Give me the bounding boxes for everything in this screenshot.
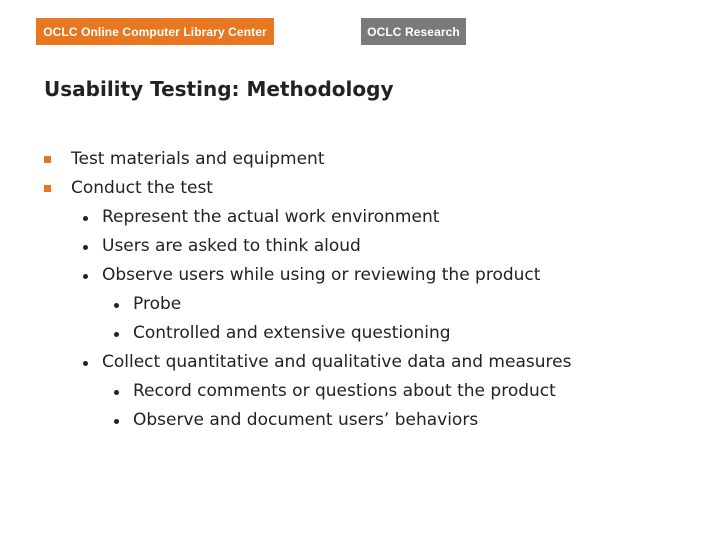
bullet-text: Record comments or questions about the product: [133, 381, 556, 401]
bullet-item-level2: [102, 203, 439, 232]
bullet-item-level1: [71, 145, 324, 174]
bullet-text: Observe and document users’ behaviors: [133, 410, 479, 430]
bullet-item-level1: [71, 174, 213, 203]
bullet-item-level3: [133, 290, 181, 319]
dot-bullet-icon: [83, 245, 88, 250]
bullet-text: Represent the actual work environment: [102, 207, 440, 227]
square-bullet-icon: [44, 156, 51, 163]
dot-bullet-icon: [83, 274, 88, 279]
bullet-item-level3: [133, 319, 451, 348]
bullet-text: Collect quantitative and qualitative data and measures: [102, 352, 572, 372]
dot-bullet-icon: [114, 390, 119, 395]
bullet-item-level3: [133, 377, 556, 406]
square-bullet-icon: [44, 185, 51, 192]
oclc-research-badge: OCLC Research: [361, 18, 466, 45]
bullet-text: Observe users while using or reviewing the product: [102, 265, 541, 285]
bullet-text: Test materials and equipment: [71, 149, 325, 169]
bullet-text: Conduct the test: [71, 178, 213, 198]
bullet-text: Controlled and extensive questioning: [133, 323, 451, 343]
dot-bullet-icon: [83, 216, 88, 221]
bullet-item-level2: [102, 232, 361, 261]
bullet-item-level3: [133, 406, 478, 435]
bullet-text: Probe: [133, 294, 182, 314]
slide-title: Usability Testing: Methodology: [44, 77, 394, 101]
dot-bullet-icon: [114, 332, 119, 337]
bullet-item-level2: [102, 348, 571, 377]
bullet-item-level2: [102, 261, 540, 290]
dot-bullet-icon: [114, 303, 119, 308]
bullet-text: Users are asked to think aloud: [102, 236, 361, 256]
oclc-logo-badge: OCLC Online Computer Library Center: [36, 18, 274, 45]
dot-bullet-icon: [83, 361, 88, 366]
dot-bullet-icon: [114, 419, 119, 424]
